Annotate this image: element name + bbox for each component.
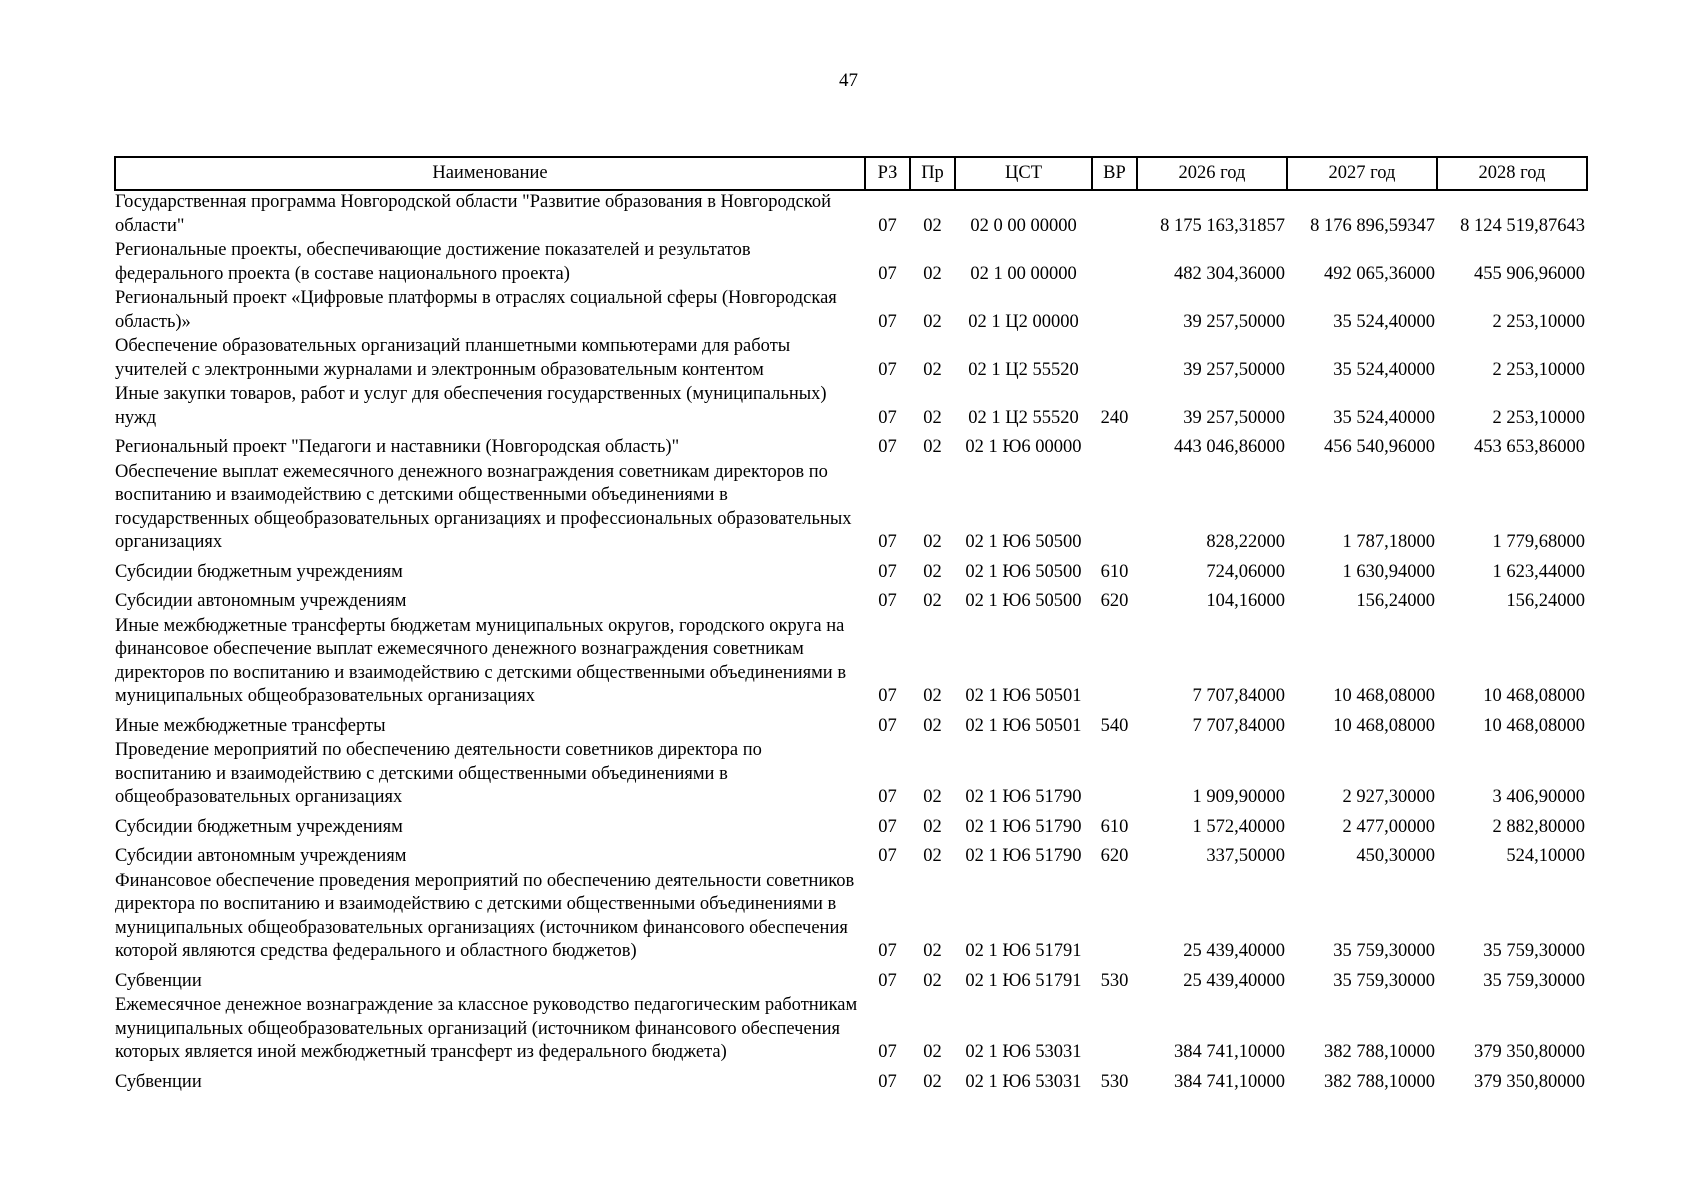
row-2028: 455 906,96000 <box>1474 263 1585 284</box>
row-cst: 02 1 Ю6 00000 <box>965 437 1082 457</box>
row-cst: 02 1 Ю6 51791 <box>965 941 1082 961</box>
row-2028: 379 350,80000 <box>1474 1071 1585 1092</box>
row-2027: 382 788,10000 <box>1324 1042 1435 1062</box>
row-vr: 610 <box>1100 816 1129 837</box>
row-name: Региональные проекты, обеспечивающие достижение показателей и результатов федерального проекта (в составе национального проекта) <box>115 240 751 284</box>
row-rz: 07 <box>878 215 897 236</box>
table-row <box>115 994 1587 1066</box>
row-rz: 07 <box>878 407 897 428</box>
table-row <box>115 870 1587 965</box>
row-2028: 2 253,10000 <box>1492 407 1585 428</box>
row-2027: 2 477,00000 <box>1342 816 1435 837</box>
row-pr: 02 <box>923 846 942 866</box>
row-vr <box>1092 870 1137 965</box>
row-pr: 02 <box>923 686 942 706</box>
row-2026: 828,22000 <box>1206 532 1285 552</box>
table-row <box>115 287 1587 335</box>
row-vr <box>1092 431 1137 461</box>
row-rz: 07 <box>878 591 897 611</box>
row-rz: 07 <box>878 686 897 706</box>
header-name: Наименование <box>115 157 865 190</box>
row-2026: 39 257,50000 <box>1183 407 1285 428</box>
header-cst: ЦСТ <box>955 157 1092 190</box>
row-cst: 02 0 00 00000 <box>970 215 1077 236</box>
row-vr: 620 <box>1100 846 1129 866</box>
row-vr: 530 <box>1100 970 1129 991</box>
row-2027: 2 927,30000 <box>1342 787 1435 807</box>
row-2026: 7 707,84000 <box>1192 715 1285 736</box>
row-rz: 07 <box>878 941 897 961</box>
table-row <box>115 710 1587 740</box>
row-cst: 02 1 Ц2 55520 <box>968 359 1079 380</box>
row-rz: 07 <box>878 846 897 866</box>
table-body <box>115 190 1587 1095</box>
row-name: Иные межбюджетные трансферты <box>115 715 386 736</box>
row-2028: 2 253,10000 <box>1492 359 1585 380</box>
row-2028: 8 124 519,87643 <box>1460 215 1585 236</box>
row-pr: 02 <box>923 407 942 428</box>
row-2027: 35 524,40000 <box>1333 407 1435 428</box>
row-cst: 02 1 Ю6 50500 <box>965 591 1082 611</box>
header-rz: РЗ <box>865 157 910 190</box>
row-2027: 456 540,96000 <box>1324 437 1435 457</box>
budget-table <box>114 156 1588 1095</box>
table-row <box>115 383 1587 431</box>
row-2028: 1 623,44000 <box>1492 561 1585 582</box>
row-pr: 02 <box>923 215 942 236</box>
row-cst: 02 1 Ю6 50501 <box>965 715 1082 736</box>
row-cst: 02 1 Ю6 50500 <box>965 532 1082 552</box>
row-pr: 02 <box>923 263 942 284</box>
row-vr <box>1092 461 1137 556</box>
row-vr: 240 <box>1100 407 1129 428</box>
row-vr: 620 <box>1100 591 1129 611</box>
row-vr: 610 <box>1100 561 1129 582</box>
row-cst: 02 1 Ю6 50500 <box>965 561 1082 582</box>
row-pr: 02 <box>923 532 942 552</box>
row-rz: 07 <box>878 359 897 380</box>
table-row <box>115 461 1587 556</box>
row-2027: 492 065,36000 <box>1324 263 1435 284</box>
table-row <box>115 739 1587 811</box>
row-2028: 524,10000 <box>1506 846 1585 866</box>
row-cst: 02 1 Ю6 50501 <box>965 686 1082 706</box>
row-name: Обеспечение образовательных организаций планшетными компьютерами для работы учителей с электронными журналами и электронным образовательным контентом <box>115 336 791 380</box>
row-2027: 35 759,30000 <box>1333 970 1435 991</box>
row-2027: 1 630,94000 <box>1342 561 1435 582</box>
table-row <box>115 431 1587 461</box>
row-2026: 25 439,40000 <box>1183 970 1285 991</box>
row-pr: 02 <box>923 1071 942 1092</box>
row-2026: 104,16000 <box>1206 591 1285 611</box>
row-pr: 02 <box>923 591 942 611</box>
row-2027: 156,24000 <box>1356 591 1435 611</box>
row-vr <box>1092 287 1137 335</box>
row-pr: 02 <box>923 359 942 380</box>
table-row <box>115 190 1587 239</box>
row-vr <box>1092 615 1137 710</box>
row-2026: 1 909,90000 <box>1192 787 1285 807</box>
row-pr: 02 <box>923 1042 942 1062</box>
row-2027: 450,30000 <box>1356 846 1435 866</box>
row-cst: 02 1 Ц2 00000 <box>968 311 1079 332</box>
row-pr: 02 <box>923 787 942 807</box>
row-pr: 02 <box>923 311 942 332</box>
row-rz: 07 <box>878 1071 897 1092</box>
row-2028: 2 253,10000 <box>1492 311 1585 332</box>
row-name: Региональный проект «Цифровые платформы в отраслях социальной сферы (Новгородская область)» <box>115 288 837 332</box>
row-name: Субсидии автономным учреждениям <box>115 846 407 866</box>
row-2026: 39 257,50000 <box>1183 359 1285 380</box>
row-cst: 02 1 Ю6 51790 <box>965 816 1082 837</box>
row-2028: 10 468,08000 <box>1483 715 1585 736</box>
table-row <box>115 615 1587 710</box>
row-2027: 382 788,10000 <box>1324 1071 1435 1092</box>
row-name: Ежемесячное денежное вознаграждение за классное руководство педагогическим работникам муниципальных общеобразовательных организаций (источником финансового обеспечения которых является иной межбюджетный трансферт из федерального бюджета) <box>115 995 858 1062</box>
row-2026: 724,06000 <box>1206 561 1285 582</box>
row-name: Иные закупки товаров, работ и услуг для обеспечения государственных (муниципальных) нужд <box>115 384 827 428</box>
header-2027: 2027 год <box>1287 157 1437 190</box>
row-2026: 337,50000 <box>1206 846 1285 866</box>
row-2027: 1 787,18000 <box>1342 532 1435 552</box>
row-vr <box>1092 994 1137 1066</box>
row-rz: 07 <box>878 715 897 736</box>
row-pr: 02 <box>923 715 942 736</box>
row-cst: 02 1 Ю6 53031 <box>965 1071 1082 1092</box>
row-2028: 35 759,30000 <box>1483 941 1585 961</box>
row-cst: 02 1 Ц2 55520 <box>968 407 1079 428</box>
row-rz: 07 <box>878 532 897 552</box>
header-row <box>115 157 1587 190</box>
row-name: Субвенции <box>115 1071 202 1092</box>
row-rz: 07 <box>878 816 897 837</box>
row-cst: 02 1 Ю6 51790 <box>965 787 1082 807</box>
row-pr: 02 <box>923 816 942 837</box>
table-header <box>115 157 1587 190</box>
table-row <box>115 239 1587 287</box>
row-2028: 35 759,30000 <box>1483 970 1585 991</box>
row-name: Проведение мероприятий по обеспечению деятельности советников директора по воспитанию и взаимодействию с детскими общественными объединениями в общеобразовательных организациях <box>115 740 762 807</box>
row-name: Субсидии бюджетным учреждениям <box>115 816 403 837</box>
table-row <box>115 585 1587 615</box>
row-name: Иные межбюджетные трансферты бюджетам муниципальных округов, городского округа на финансовое обеспечение выплат ежемесячного денежного вознаграждения советникам директоров по воспитанию и взаимодействию с детскими общественными объединениями в муниципальных общеобразовательных организациях <box>115 615 847 706</box>
row-rz: 07 <box>878 311 897 332</box>
row-rz: 07 <box>878 970 897 991</box>
row-vr <box>1092 739 1137 811</box>
table-row <box>115 556 1587 586</box>
row-2026: 384 741,10000 <box>1174 1071 1285 1092</box>
row-name: Обеспечение выплат ежемесячного денежного вознаграждения советникам директоров по воспитанию и взаимодействию с детскими общественными объединениями в государственных общеобразовательных организациях и профессиональных образовательных организациях <box>115 461 852 552</box>
row-2028: 3 406,90000 <box>1492 787 1585 807</box>
row-rz: 07 <box>878 1042 897 1062</box>
table-row <box>115 965 1587 995</box>
row-pr: 02 <box>923 437 942 457</box>
row-name: Региональный проект "Педагоги и наставники (Новгородская область)" <box>115 437 680 457</box>
row-2027: 35 524,40000 <box>1333 359 1435 380</box>
row-name: Субсидии автономным учреждениям <box>115 591 407 611</box>
header-vr: ВР <box>1092 157 1137 190</box>
table-row <box>115 335 1587 383</box>
row-2026: 7 707,84000 <box>1192 686 1285 706</box>
row-rz: 07 <box>878 561 897 582</box>
row-2028: 2 882,80000 <box>1492 816 1585 837</box>
row-2026: 8 175 163,31857 <box>1160 215 1285 236</box>
header-2028: 2028 год <box>1437 157 1587 190</box>
row-rz: 07 <box>878 787 897 807</box>
row-vr: 540 <box>1100 715 1129 736</box>
row-name: Государственная программа Новгородской области "Развитие образования в Новгородской области" <box>115 192 832 236</box>
row-rz: 07 <box>878 263 897 284</box>
row-2026: 443 046,86000 <box>1174 437 1285 457</box>
table-row <box>115 1066 1587 1096</box>
row-2028: 156,24000 <box>1506 591 1585 611</box>
row-2028: 10 468,08000 <box>1483 686 1585 706</box>
row-2026: 482 304,36000 <box>1174 263 1285 284</box>
row-cst: 02 1 Ю6 51791 <box>965 970 1082 991</box>
row-2026: 384 741,10000 <box>1174 1042 1285 1062</box>
row-pr: 02 <box>923 941 942 961</box>
row-cst: 02 1 Ю6 51790 <box>965 846 1082 866</box>
row-2027: 10 468,08000 <box>1333 715 1435 736</box>
row-2028: 453 653,86000 <box>1474 437 1585 457</box>
row-vr <box>1092 190 1137 239</box>
row-name: Субсидии бюджетным учреждениям <box>115 561 403 582</box>
page-number: 47 <box>839 70 858 91</box>
header-2026: 2026 год <box>1137 157 1287 190</box>
row-name: Субвенции <box>115 970 202 991</box>
row-cst: 02 1 00 00000 <box>970 263 1077 284</box>
row-2026: 39 257,50000 <box>1183 311 1285 332</box>
header-pr: Пр <box>910 157 955 190</box>
row-name: Финансовое обеспечение проведения мероприятий по обеспечению деятельности советников директора по воспитанию и взаимодействию с детскими общественными объединениями в муниципальных общеобразовательных организациях (источником финансового обеспечения которой являются средства федерального и областного бюджетов) <box>115 870 855 961</box>
row-2027: 8 176 896,59347 <box>1310 215 1435 236</box>
row-vr <box>1092 239 1137 287</box>
table-row <box>115 811 1587 841</box>
row-2026: 1 572,40000 <box>1192 816 1285 837</box>
row-2027: 35 524,40000 <box>1333 311 1435 332</box>
table-row <box>115 840 1587 870</box>
row-rz: 07 <box>878 437 897 457</box>
row-pr: 02 <box>923 970 942 991</box>
row-cst: 02 1 Ю6 53031 <box>965 1042 1082 1062</box>
row-vr: 530 <box>1100 1071 1129 1092</box>
row-2027: 10 468,08000 <box>1333 686 1435 706</box>
row-vr <box>1092 335 1137 383</box>
row-2028: 379 350,80000 <box>1474 1042 1585 1062</box>
row-2027: 35 759,30000 <box>1333 941 1435 961</box>
row-2026: 25 439,40000 <box>1183 941 1285 961</box>
row-2028: 1 779,68000 <box>1492 532 1585 552</box>
row-pr: 02 <box>923 561 942 582</box>
